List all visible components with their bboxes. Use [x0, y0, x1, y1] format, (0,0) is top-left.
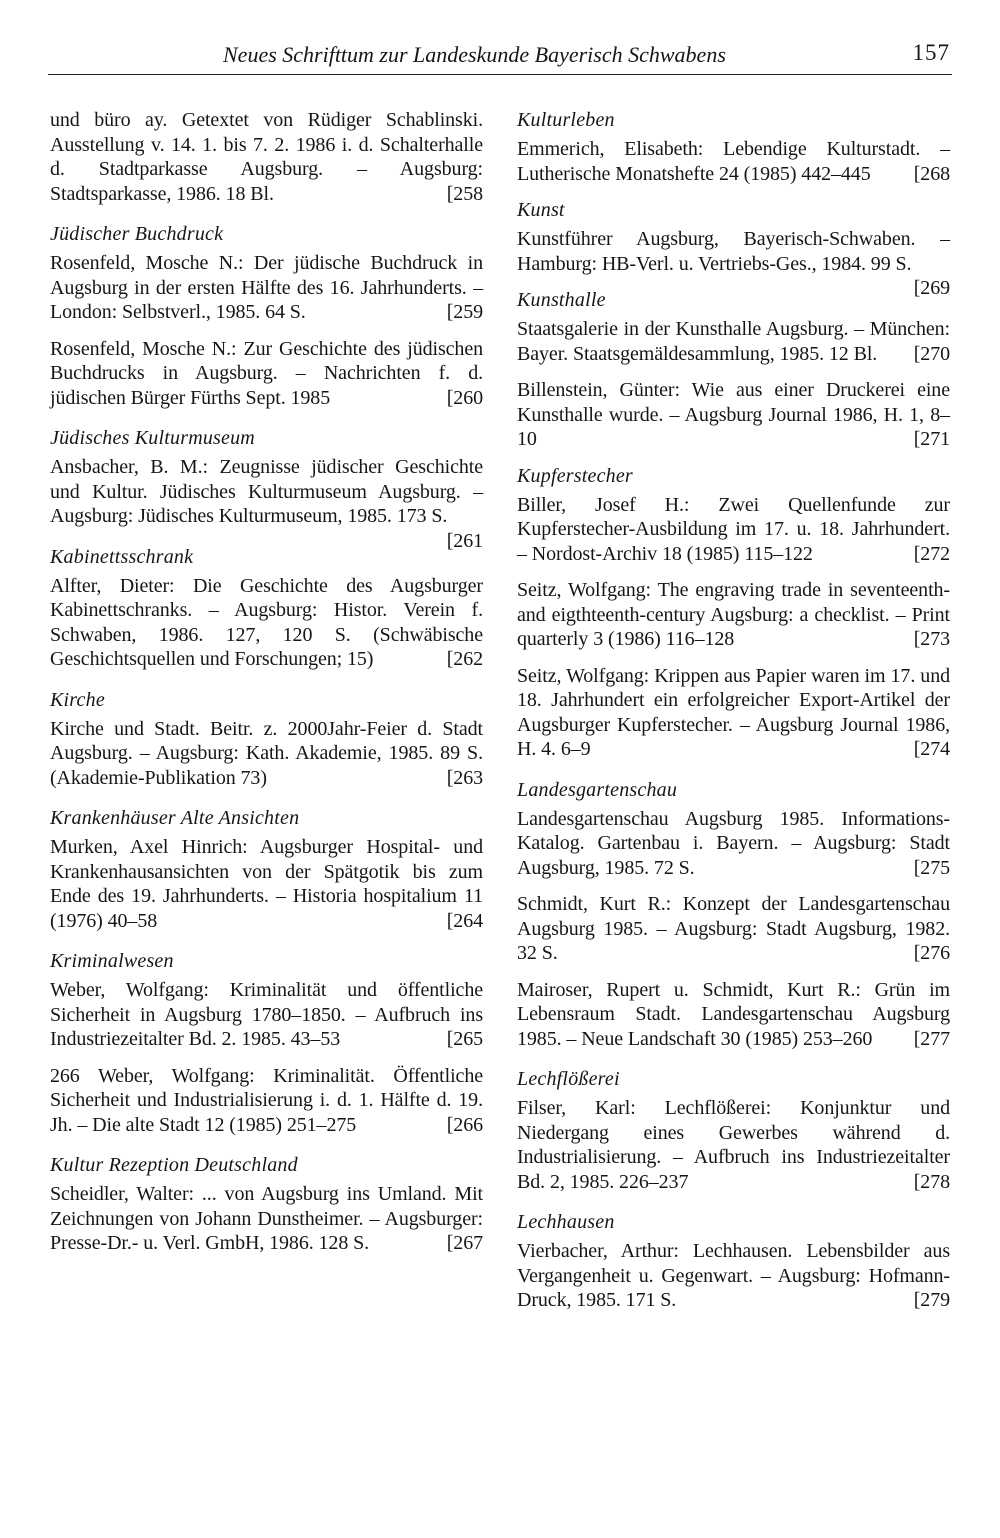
section-heading-kabinettsschrank: Kabinettsschrank [50, 545, 194, 568]
bib-entry-259: Rosenfeld, Mosche N.: Der jüdische Buchdruck in Augsburg in der ersten Hälfte des 16. Jahrhunderts. – London: Selbstverl., 1985. 64 S. [259 [50, 252, 483, 323]
entry-number: [270 [913, 342, 950, 365]
bib-entry-278: Filser, Karl: Lechflößerei: Konjunktur und Niedergang eines Gewerbes während d. Industrialisierung. – Aufbruch ins Industriezeitalter Bd. 2, 1985. 226–237 [278 [517, 1097, 950, 1193]
entry-number: [267 [446, 1232, 483, 1254]
entry-number: [271 [913, 428, 950, 450]
entry-number: [268 [913, 162, 950, 185]
entry-number: [277 [913, 1027, 950, 1050]
entry-number: [259 [446, 301, 483, 323]
entry-number: [269 [913, 277, 950, 299]
section-heading-kirche: Kirche [50, 688, 105, 711]
section-heading-kunsthalle: Kunsthalle [517, 289, 606, 311]
entry-number: [274 [913, 738, 950, 760]
right-column [517, 108, 950, 1313]
entry-number: [279 [913, 1289, 950, 1311]
bib-entry-273: Seitz, Wolfgang: The engraving trade in seventeenth- and eigthteenth-century Augsburg: a checklist. – Print quarterly 3 (1986) 116–128 [273 [517, 579, 950, 650]
section-heading-juedisches-kulturmuseum: Jüdisches Kulturmuseum [50, 427, 255, 449]
entry-number: [263 [446, 766, 483, 789]
section-heading-landesgartenschau: Landesgartenschau [517, 778, 678, 801]
bib-entry-264: Murken, Axel Hinrich: Augsburger Hospital- und Krankenhausansichten von der Spätgotik bis zum Ende des 19. Jahrhunderts. – Historia hospitalium 11 (1976) 40–58 [264 [50, 836, 483, 932]
bib-entry-265: Weber, Wolfgang: Kriminalität und öffentliche Sicherheit in Augsburg 1780–1850. – Aufbruch ins Industriezeitalter Bd. 2. 1985. 43–53 [265 [50, 979, 483, 1050]
entry-number: [276 [913, 942, 950, 964]
entry-number: [278 [913, 1170, 950, 1193]
entry-number: [273 [913, 628, 950, 650]
section-heading-kriminalwesen: Kriminalwesen [50, 950, 174, 972]
bib-entry-279: Vierbacher, Arthur: Lechhausen. Lebensbilder aus Vergangenheit u. Gegenwart. – Augsburg: Hofmann-Druck, 1985. 171 S. [279 [517, 1240, 950, 1311]
entry-number: [258 [446, 182, 483, 205]
section-heading-kupferstecher: Kupferstecher [517, 464, 633, 487]
left-column [50, 108, 483, 1256]
bib-entry-275: Landesgartenschau Augsburg 1985. Informations-Katalog. Gartenbau i. Bayern. – Augsburg: Stadt Augsburg, 1985. 72 S. [275 [517, 807, 950, 879]
section-heading-lechfloesserei: Lechflößerei [517, 1068, 620, 1090]
bib-entry-258: und büro ay. Getextet von Rüdiger Schablinski. Ausstellung v. 14. 1. bis 7. 2. 1986 i. d. Schalterhalle d. Stadtparkasse Augsburg. – Augsburg: Stadtsparkasse, 1986. 18 Bl. [258 [50, 109, 483, 205]
bib-entry-266: 266 Weber, Wolfgang: Kriminalität. Öffentliche Sicherheit und Industrialisierung i. d. 1. Hälfte d. 19. Jh. – Die alte Stadt 12 (1985) 251–275 [266 [50, 1064, 483, 1136]
bib-entry-271: Billenstein, Günter: Wie aus einer Druckerei eine Kunsthalle wurde. – Augsburg Journal 1986, H. 1, 8–10 [271 [517, 379, 950, 450]
bib-entry-276: Schmidt, Kurt R.: Konzept der Landesgartenschau Augsburg 1985. – Augsburg: Stadt Augsburg, 1982. 32 S. [276 [517, 893, 950, 964]
entry-number: [275 [913, 856, 950, 879]
entry-number: [266 [446, 1113, 483, 1136]
entry-number: [265 [446, 1028, 483, 1050]
entry-number: [261 [446, 529, 483, 552]
bib-entry-263: Kirche und Stadt. Beitr. z. 2000Jahr-Feier d. Stadt Augsburg. – Augsburg: Kath. Akademie, 1985. 89 S. (Akademie-Publikation 73) [263 [50, 717, 483, 789]
bib-entry-269: Kunstführer Augsburg, Bayerisch-Schwaben. – Hamburg: HB-Verl. u. Vertriebs-Ges., 1984. 99 S. [269 [517, 228, 950, 299]
section-heading-kultur-rezeption: Kultur Rezeption Deutschland [50, 1154, 298, 1176]
running-title: Neues Schrifttum zur Landeskunde Bayerisch Schwabens [223, 42, 726, 67]
entry-number: [260 [446, 386, 483, 409]
bib-entry-267: Scheidler, Walter: ... von Augsburg ins Umland. Mit Zeichnungen von Johann Dunstheimer. – Augsburger: Presse-Dr.- u. Verl. GmbH, 1986. 128 S. [267 [50, 1183, 483, 1254]
page-number: 157 [912, 40, 950, 65]
section-heading-juedischer-buchdruck: Jüdischer Buchdruck [50, 223, 224, 245]
bib-entry-261: Ansbacher, B. M.: Zeugnisse jüdischer Geschichte und Kultur. Jüdisches Kulturmuseum Augsburg. – Augsburg: Jüdisches Kulturmuseum, 1985. 173 S. [261 [50, 456, 483, 552]
running-header [48, 38, 952, 75]
bib-entry-262: Alfter, Dieter: Die Geschichte des Augsburger Kabinettschranks. – Augsburg: Histor. Verein f. Schwaben, 1986. 127, 120 S. (Schwäbische Geschichtsquellen und Forschungen; 15) [262 [50, 574, 483, 670]
entry-number: [264 [446, 909, 483, 932]
bib-entry-274: Seitz, Wolfgang: Krippen aus Papier waren im 17. und 18. Jahrhundert ein erfolgreicher Export-Artikel der Augsburger Kupferstecher. – Augsburg Journal 1986, H. 4. 6–9 [274 [517, 664, 950, 760]
entry-number: [262 [446, 648, 483, 670]
section-heading-krankenhaeuser: Krankenhäuser Alte Ansichten [50, 807, 300, 829]
bib-entry-270: Staatsgalerie in der Kunsthalle Augsburg. – München: Bayer. Staatsgemäldesammlung, 1985. 12 Bl. [270 [517, 318, 950, 365]
section-heading-kunst: Kunst [517, 199, 565, 221]
section-heading-kulturleben: Kulturleben [517, 109, 615, 131]
bib-entry-260: Rosenfeld, Mosche N.: Zur Geschichte des jüdischen Buchdrucks in Augsburg. – Nachrichten f. d. jüdischen Bürger Fürths Sept. 1985 [260 [50, 337, 483, 409]
entry-number: [272 [913, 542, 950, 565]
bib-entry-268: Emmerich, Elisabeth: Lebendige Kulturstadt. – Lutherische Monatshefte 24 (1985) 442–445 [268 [517, 138, 950, 185]
bib-entry-277: Mairoser, Rupert u. Schmidt, Kurt R.: Grün im Lebensraum Stadt. Landesgartenschau Augsburg 1985. – Neue Landschaft 30 (1985) 253–260 [277 [517, 978, 950, 1050]
bib-entry-272: Biller, Josef H.: Zwei Quellenfunde zur Kupferstecher-Ausbildung im 17. u. 18. Jahrhundert. – Nordost-Archiv 18 (1985) 115–122 [272 [517, 493, 950, 565]
section-heading-lechhausen: Lechhausen [517, 1211, 615, 1233]
